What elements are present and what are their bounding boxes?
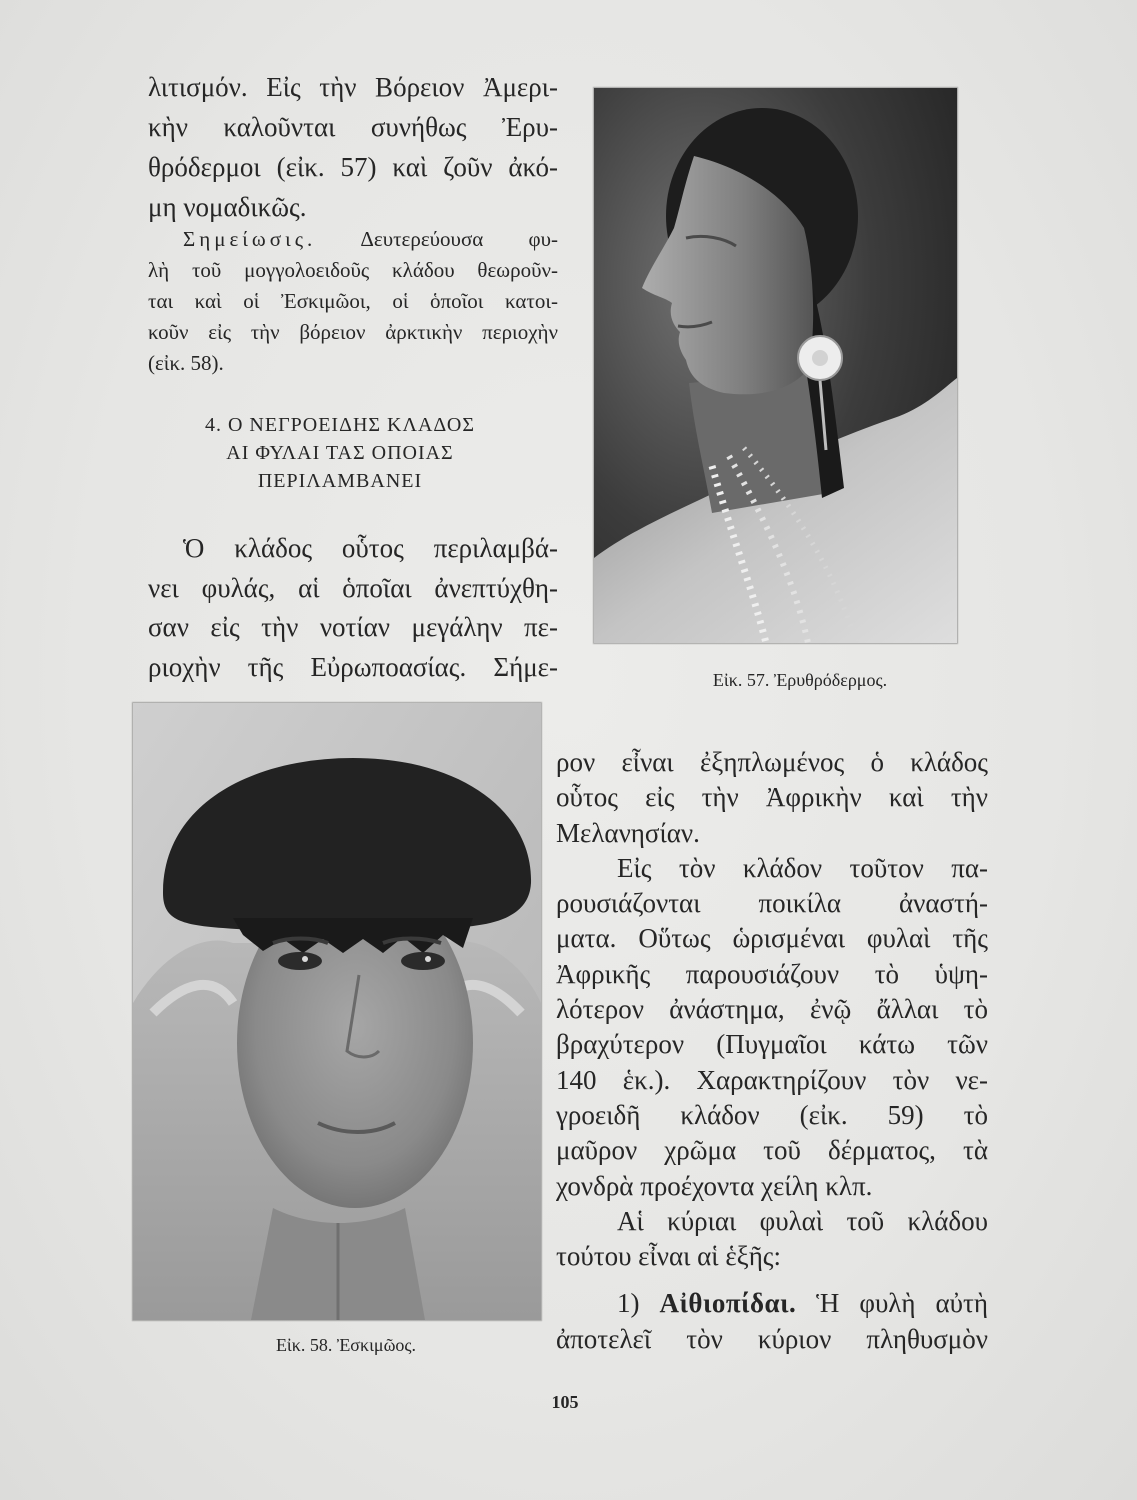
text-line [148,224,558,255]
text-line: λότερον ἀνάστημα, ἐνῷ ἄλλαι τὸ [556,994,988,1025]
text-line: ρον εἶναι ἐξηπλωμένος ὁ κλάδος [556,747,988,777]
text-line: ρουσιάζονται ποικίλα ἀναστή- [556,888,988,919]
text-line: νει φυλάς, αἱ ὁποῖαι ἀνεπτύχθη- [148,572,558,603]
item-text: Ἡ φυλὴ αὐτὴ [816,1288,988,1319]
text-line: 140 ἑκ.). Χαρακτηρίζουν τὸν νε- [556,1064,988,1095]
text-line: χονδρὰ προέχοντα χείλη κλπ. [556,1170,873,1201]
item-number: 1) [617,1288,640,1319]
text-line: Ὁ κλάδος οὗτος περιλαμβά- [183,533,558,563]
text-line: λὴ τοῦ μογγολοειδοῦς κλάδου θεωροῦν- [148,258,558,282]
paragraph [556,851,988,1204]
text-line: ριοχὴν τῆς Εὐρωποασίας. Σήμε- [148,652,558,683]
text-line: Αἱ κύριαι φυλαὶ τοῦ κλάδου [617,1205,988,1236]
page-number: 105 [551,1392,579,1412]
heading-line: ΠΕΡΙΛΑΜΒΑΝΕΙ [257,470,423,492]
note-paragraph [148,224,558,379]
text-line: (εἰκ. 58). [148,351,224,375]
intro-paragraph [148,529,558,688]
text-line: θρόδερμοι (εἰκ. 57) καὶ ζοῦν ἀκό- [148,152,558,182]
heading-line: ΑΙ ΦΥΛΑΙ ΤΑΣ ΟΠΟΙΑΣ [226,442,454,464]
paragraph [556,745,988,851]
figure-58-caption: Εἰκ. 58. Ἐσκιμῶος. [275,1335,417,1355]
right-text-column [556,745,988,1357]
figure-57-caption: Εἰκ. 57. Ἐρυθρόδερμος. [712,670,888,690]
text-line: ματα. Οὕτως ὡρισμέναι φυλαὶ τῆς [556,923,988,954]
text-line: κοῦν εἰς τὴν βόρειον ἀρκτικὴν περιοχὴν [148,320,558,344]
section-heading [130,411,550,495]
text-line: Μελανησίαν. [556,817,700,848]
text-line: ται καὶ οἱ Ἐσκιμῶοι, οἱ ὁποῖοι κατοι- [148,289,558,313]
figure-57-photo [594,88,957,643]
text-line: κὴν καλοῦνται συνήθως Ἐρυ- [148,112,558,142]
text-line: μαῦρον χρῶμα τοῦ δέρματος, τὰ [556,1135,988,1166]
text-line [556,1286,988,1321]
text-line: σαν εἰς τὴν νοτίαν μεγάλην πε- [148,612,558,643]
text-line: βραχύτερον (Πυγμαῖοι κάτω τῶν [556,1029,988,1060]
note-label: Σημείωσις. [183,227,317,251]
paragraph [556,1204,988,1275]
item-term: Αἰθιοπίδαι. [659,1288,797,1319]
figure-58-photo [133,703,541,1320]
text-line: μη νομαδικῶς. [148,192,307,222]
eskimo-portrait-image [133,703,541,1320]
text-line: Εἰς τὸν κλάδον τοῦτον πα- [617,852,988,883]
red-indian-portrait-image [594,88,957,643]
text-line: ἀποτελεῖ τὸν κύριον πληθυσμὸν [556,1323,988,1354]
text-line: τούτου εἶναι αἱ ἑξῆς: [556,1241,782,1272]
text-line: γροειδῆ κλάδον (εἰκ. 59) τὸ [556,1099,988,1130]
text-line: οὗτος εἰς τὴν Ἀφρικὴν καὶ τὴν [556,782,988,813]
heading-line: 4. Ο ΝΕΓΡΟΕΙΔΗΣ ΚΛΑΔΟΣ [204,414,476,436]
note-text: Δευτερεύουσα φυ- [360,227,558,251]
text-line: λιτισμόν. Εἰς τὴν Βόρειον Ἀμερι- [148,72,558,102]
text-line: Ἀφρικῆς παρουσιάζουν τὸ ὑψη- [556,958,988,989]
paragraph-continuation [148,67,558,227]
numbered-item-paragraph [556,1286,988,1357]
